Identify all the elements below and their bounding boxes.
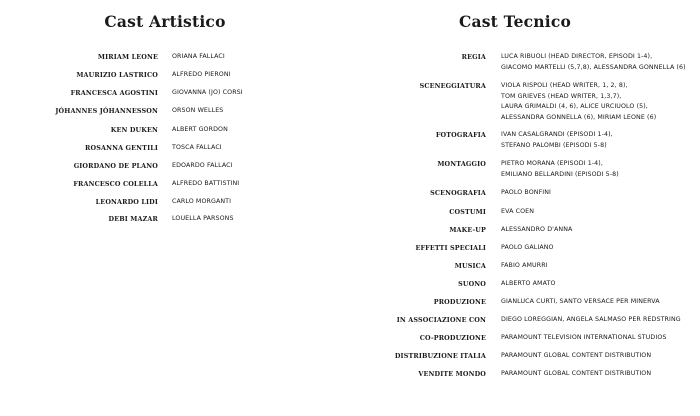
crew-credit-line: VIOLA RISPOLI (HEAD WRITER, 1, 2, 8), [501, 82, 628, 89]
character-name: ORIANA FALLACI [172, 53, 225, 60]
crew-credit-line: EMILIANO BELLARDINI (EPISODI 5-8) [501, 170, 619, 178]
crew-role: MAKE-UP [449, 226, 486, 234]
crew-credit [501, 351, 651, 362]
crew-credit [501, 207, 534, 218]
crew-role: SCENOGRAFIA [430, 189, 486, 197]
crew-credit [501, 225, 572, 236]
crew-credit [501, 159, 619, 180]
crew-role: REGIA [461, 53, 486, 61]
actor-name: DEBI MAZAR [108, 215, 158, 223]
actor-name: GIORDANO DE PLANO [73, 162, 158, 170]
crew-credit [501, 188, 551, 199]
character-name: LOUELLA PARSONS [172, 215, 234, 222]
crew-credit-line: ALBERTO AMATO [501, 280, 556, 287]
character-name: ALFREDO BATTISTINI [172, 180, 240, 187]
crew-credit-line: TOM GRIEVES (HEAD WRITER, 1,3,7), [501, 92, 622, 100]
actor-name: MAURIZIO LASTRICO [76, 71, 158, 79]
crew-credit [501, 261, 548, 272]
crew-role: COSTUMI [449, 208, 486, 216]
crew-credit-line: PAOLO GALIANO [501, 244, 554, 251]
crew-credit-line: GIACOMO MARTELLI (5,7,8), ALESSANDRA GONNELLA (6) [501, 63, 686, 71]
crew-credit-line: ALESSANDRO D'ANNA [501, 226, 573, 233]
crew-role: SUONO [458, 280, 486, 288]
crew-credit-line: PARAMOUNT GLOBAL CONTENT DISTRIBUTION [501, 370, 652, 377]
character-name: CARLO MORGANTI [172, 198, 232, 205]
crew-role: FOTOGRAFIA [435, 131, 486, 139]
cast-artistico-title: Cast Artistico [104, 12, 226, 31]
crew-credit-line: ALESSANDRA GONNELLA (6), MIRIAM LEONE (6) [501, 113, 657, 121]
crew-credit [501, 81, 656, 123]
crew-role: PRODUZIONE [433, 298, 486, 306]
actor-name: ROSANNA GENTILI [85, 144, 158, 152]
crew-role: MONTAGGIO [437, 160, 486, 168]
crew-credit [501, 243, 554, 254]
crew-credit-line: FABIO AMURRI [501, 262, 548, 269]
actor-name: FRANCESCO COLELLA [73, 180, 158, 188]
crew-credit-line: DIEGO LOREGGIAN, ANGELA SALMASO PER REDSTRING [501, 316, 681, 323]
character-name: ORSON WELLES [172, 107, 224, 114]
crew-credit-line: STEFANO PALOMBI (EPISODI 5-8) [501, 141, 607, 149]
crew-role: EFFETTI SPECIALI [415, 244, 486, 252]
crew-role: IN ASSOCIAZIONE CON [396, 316, 486, 324]
crew-credit-line: IVAN CASALGRANDI (EPISODI 1-4), [501, 131, 613, 138]
crew-credit-line: PARAMOUNT TELEVISION INTERNATIONAL STUDIOS [501, 334, 667, 341]
actor-name: KEN DUKEN [110, 126, 158, 134]
actor-name: FRANCESCA AGOSTINI [70, 89, 158, 97]
crew-role: SCENEGGIATURA [419, 82, 486, 90]
crew-credit-line: LAURA GRIMALDI (4, 6), ALICE URCIUOLO (5), [501, 103, 648, 111]
character-name: ALBERT GORDON [172, 126, 228, 133]
crew-credit-line: PARAMOUNT GLOBAL CONTENT DISTRIBUTION [501, 352, 652, 359]
crew-credit [501, 315, 681, 326]
character-name: GIOVANNA (JO) CORSI [172, 89, 243, 96]
crew-credit-line: GIANLUCA CURTI, SANTO VERSACE PER MINERVA [501, 298, 660, 305]
crew-credit [501, 279, 556, 290]
crew-credit-line: PAOLO BONFINI [501, 189, 552, 196]
character-name: TOSCA FALLACI [172, 144, 222, 151]
actor-name: JÓHANNES JÓHANNESSON [55, 107, 158, 115]
crew-credit [501, 369, 651, 380]
crew-role: DISTRIBUZIONE ITALIA [394, 352, 486, 360]
crew-role: CO-PRODUZIONE [419, 334, 486, 342]
character-name: EDOARDO FALLACI [172, 162, 233, 169]
crew-role: VENDITE MONDO [418, 370, 486, 378]
crew-credit [501, 297, 660, 308]
crew-role: MUSICA [454, 262, 486, 270]
crew-credit [501, 52, 686, 73]
actor-name: LEONARDO LIDI [95, 198, 158, 206]
crew-credit-line: PIETRO MORANA (EPISODI 1-4), [501, 160, 603, 167]
crew-credit [501, 333, 666, 344]
crew-credit-line: LUCA RIBUOLI (HEAD DIRECTOR, EPISODI 1-4), [501, 53, 653, 60]
actor-name: MIRIAM LEONE [97, 53, 158, 61]
cast-tecnico-title: Cast Tecnico [458, 12, 572, 31]
character-name: ALFREDO PIERONI [172, 71, 231, 78]
crew-credit [501, 130, 613, 151]
crew-credit-line: EVA COEN [501, 208, 535, 215]
